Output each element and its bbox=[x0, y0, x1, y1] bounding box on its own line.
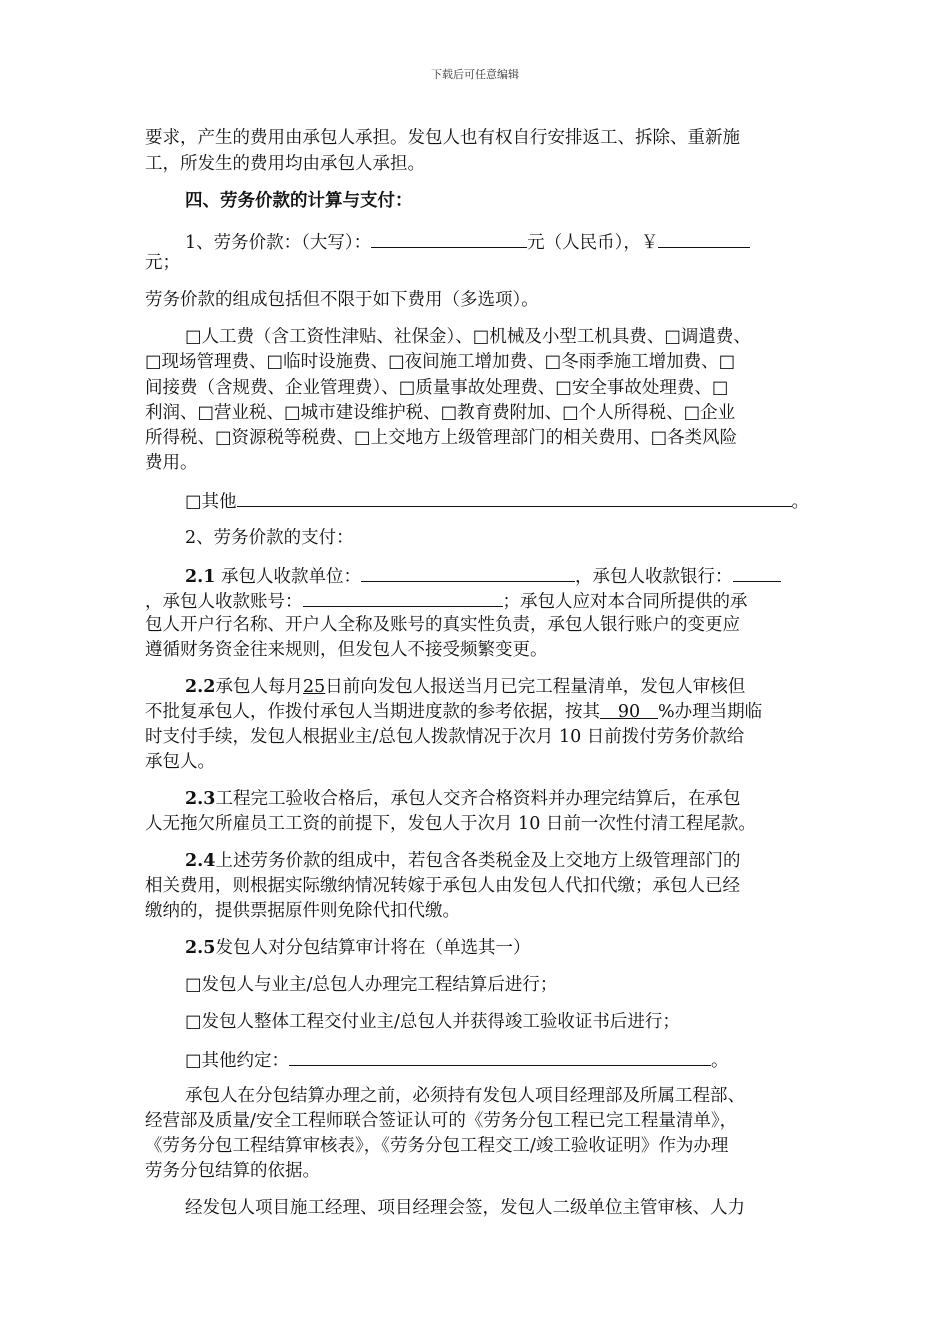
option-line: 利润、□营业税、□城市建设维护税、□教育费附加、□个人所得税、□企业 bbox=[145, 403, 736, 423]
clause-text: ，承包人收款银行： bbox=[575, 567, 733, 587]
percent-value: 90 bbox=[617, 702, 641, 722]
other-agreement-field[interactable] bbox=[289, 1049, 711, 1066]
clause-text: 工程完工验收合格后，承包人交齐合格资料并办理完结算后，在承包 bbox=[215, 789, 741, 809]
clause-2-3-line: 人无拖欠所雇员工工资的前提下，发包人于次月 10 日前一次性付清工程尾款。 bbox=[145, 814, 756, 834]
clause-2-2-line: 承包人。 bbox=[145, 752, 215, 772]
payee-bank-field[interactable] bbox=[733, 565, 781, 582]
clause-text: 承包人每月 bbox=[215, 677, 303, 697]
price-line bbox=[185, 231, 750, 253]
settlement-paragraph-line: 承包人在分包结算办理之前，必须持有发包人项目经理部及所属工程部、 bbox=[185, 1086, 745, 1106]
clause-2-1-line bbox=[185, 565, 781, 587]
clause-number: 2.1 bbox=[185, 567, 216, 587]
clause-2-5-line bbox=[185, 938, 530, 958]
price-currency-label: 元（人民币），￥ bbox=[527, 233, 659, 253]
clause-2-2-line bbox=[185, 677, 745, 697]
option-line: □现场管理费、□临时设施费、□夜间施工增加费、□冬雨季施工增加费、□ bbox=[145, 352, 736, 372]
settlement-paragraph-line: 经营部及质量/安全工程师联合签证认可的《劳务分包工程已完工程量清单》， bbox=[145, 1111, 738, 1131]
section-heading: 四、劳务价款的计算与支付： bbox=[185, 191, 413, 211]
clause-2-1-line: 包人开户行名称、开户人全称及账号的真实性负责，承包人银行账户的变更应 bbox=[145, 615, 740, 635]
clause-2-2-line bbox=[145, 702, 762, 722]
clause-text: ，承包人收款账号： bbox=[145, 592, 303, 612]
settlement-option-2[interactable]: □发包人整体工程交付业主/总包人并获得竣工验收证书后进行； bbox=[185, 1012, 680, 1032]
clause-text: 日前向发包人报送当月已完工程量清单，发包人审核但 bbox=[325, 677, 746, 697]
option-line: 所得税、□资源税等税费、□上交地方上级管理部门的相关费用、□各类风险 bbox=[145, 428, 738, 448]
other-line bbox=[185, 490, 809, 512]
option-label: □其他约定： bbox=[185, 1051, 290, 1071]
percent-field[interactable] bbox=[600, 702, 658, 722]
clause-2-4-line: 相关费用，则根据实际缴纳情况转嫁于承包人由发包人代扣代缴；承包人已经 bbox=[145, 876, 740, 896]
clause-number: 2.3 bbox=[185, 789, 216, 809]
price-unit: 元； bbox=[145, 253, 180, 273]
clause-2-4-line: 缴纳的，提供票据原件则免除代扣代缴。 bbox=[145, 901, 460, 921]
payment-title: 2、劳务价款的支付： bbox=[185, 528, 354, 548]
clause-text: %办理当期临 bbox=[658, 702, 763, 722]
price-amount-field[interactable] bbox=[658, 231, 750, 248]
period: 。 bbox=[711, 1051, 729, 1071]
other-field[interactable] bbox=[237, 490, 792, 507]
clause-number: 2.5 bbox=[185, 938, 216, 958]
page-header: 下载后可任意编辑 bbox=[431, 68, 519, 81]
clause-2-1-line bbox=[145, 590, 748, 612]
clause-2-2-line: 时支付手续，发包人根据业主/总包人拨款情况于次月 10 日前拨付劳务价款给 bbox=[145, 727, 745, 747]
clause-text: ；承包人应对本合同所提供的承 bbox=[502, 592, 748, 612]
clause-2-1-line: 遵循财务资金往来规则，但发包人不接受频繁变更。 bbox=[145, 640, 548, 660]
clause-text: 承包人收款单位： bbox=[215, 567, 362, 587]
final-paragraph-line: 经发包人项目施工经理、项目经理会签，发包人二级单位主管审核、人力 bbox=[185, 1198, 745, 1218]
clause-2-3-line bbox=[185, 789, 740, 809]
clause-text: 不批复承包人，作拨付承包人当期进度款的参考依据，按其 bbox=[145, 702, 600, 722]
settlement-option-1[interactable]: □发包人与业主/总包人办理完工程结算后进行； bbox=[185, 975, 558, 995]
other-label: □其他 bbox=[185, 492, 237, 512]
clause-text: 发包人对分包结算审计将在（单选其一） bbox=[215, 938, 531, 958]
settlement-option-3[interactable] bbox=[185, 1049, 729, 1071]
settlement-paragraph-line: 《劳务分包工程结算审核表》，《劳务分包工程交工/竣工验收证明》作为办理 bbox=[145, 1136, 729, 1156]
composition-text: 劳务价款的组成包括但不限于如下费用（多选项）。 bbox=[145, 290, 539, 310]
clause-number: 2.2 bbox=[185, 677, 216, 697]
price-words-field[interactable] bbox=[371, 231, 527, 248]
payee-unit-field[interactable] bbox=[361, 565, 575, 582]
report-day-value[interactable]: 25 bbox=[302, 677, 326, 697]
paragraph-line: 要求，产生的费用由承包人承担。发包人也有权自行安排返工、拆除、重新施 bbox=[145, 128, 740, 148]
clause-2-4-line bbox=[185, 851, 740, 871]
option-line: □人工费（含工资性津贴、社保金）、□机械及小型工机具费、□调遣费、 bbox=[185, 327, 751, 347]
clause-text: 上述劳务价款的组成中，若包含各类税金及上交地方上级管理部门的 bbox=[215, 851, 741, 871]
period: 。 bbox=[791, 492, 810, 512]
option-line: 间接费（含规费、企业管理费）、□质量事故处理费、□安全事故处理费、□ bbox=[145, 378, 729, 398]
paragraph-line: 工，所发生的费用均由承包人承担。 bbox=[145, 154, 425, 174]
clause-number: 2.4 bbox=[185, 851, 216, 871]
payee-account-field[interactable] bbox=[303, 590, 503, 607]
option-line: 费用。 bbox=[145, 453, 198, 473]
settlement-paragraph-line: 劳务分包结算的依据。 bbox=[145, 1161, 320, 1181]
price-label: 1、劳务价款：（大写）： bbox=[185, 233, 372, 253]
